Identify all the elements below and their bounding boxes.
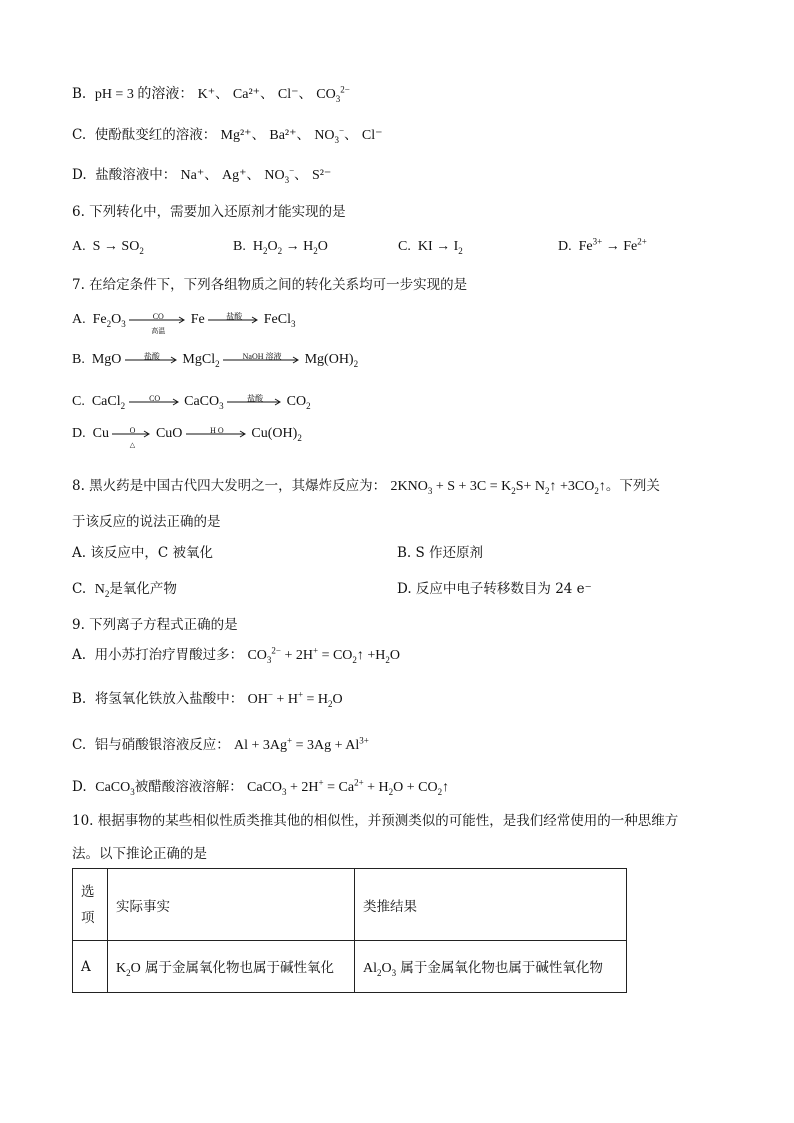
table-cell: $Al_2O_3$ 属于金属氧化物也属于碱性氧化物: [355, 941, 627, 993]
q9-stem: 9. 下列离子方程式正确的是: [72, 617, 238, 633]
q8-option-a: A. 该反应中，C 被氧化: [72, 545, 213, 561]
table-row: [73, 941, 627, 993]
ion: Mg²⁺: [220, 128, 252, 143]
q10-stem-line1: 10. 根据事物的某些相似性质类推其他的相似性，并预测类似的可能性，是我们经常使用的一种思维方: [72, 813, 679, 829]
separator: 、: [246, 167, 261, 183]
q10-stem-line2: 法。以下推论正确的是: [72, 846, 207, 862]
q6-option-d: D. $Fe^{3+} \to Fe^{2+}$: [558, 236, 647, 254]
option-text: 盐酸溶液中：: [95, 167, 177, 183]
ion: Ba²⁺: [269, 128, 297, 143]
q8-option-c: C. $N_2$是氧化产物: [72, 581, 177, 599]
reaction-arrow: 盐酸: [227, 393, 283, 411]
reaction-arrow: O △: [112, 425, 152, 443]
ion: Na⁺: [180, 168, 205, 183]
table-cell: A: [73, 941, 108, 993]
q6-stem: 6. 下列转化中，需要加入还原剂才能实现的是: [72, 204, 346, 220]
separator: 、: [344, 127, 358, 143]
ion: Ag⁺: [222, 168, 247, 183]
q8-stem-line1: 8. 黑火药是中国古代四大发明之一，其爆炸反应为： $2KNO_3 + S + 3C = K_2S+$ $N_2↑$ $+3CO_2↑$。下列关: [72, 478, 660, 496]
separator: 、: [294, 167, 308, 183]
nitrate-ion: $NO_3^-$: [314, 125, 345, 145]
separator: 、: [215, 86, 229, 102]
ion: Ca²⁺: [232, 87, 261, 102]
separator: 、: [298, 86, 312, 102]
q6-option-b: B. $H_2O_2 \to H_2O$: [233, 239, 328, 256]
q7-option-d: D. Cu O △ CuO H O $Cu(OH)_2$: [72, 426, 302, 449]
option-text: 使酚酞变红的溶液：: [94, 127, 217, 143]
reaction-arrow: 盐酸: [125, 351, 179, 369]
ion: Cl⁻: [361, 128, 383, 143]
carbonate-ion: $CO_3^{2-}$: [316, 84, 350, 104]
q5-option-b: [72, 85, 350, 104]
q5-option-d: [72, 166, 331, 185]
q8-stem-line2: 于该反应的说法正确的是: [72, 514, 221, 530]
separator: 、: [260, 86, 274, 102]
q7-option-c: C. CaCl$_2$ CO CaCO$_3$ 盐酸 $CO_2$: [72, 394, 311, 412]
q6-option-a: A. $S \to SO_2$: [72, 239, 144, 256]
separator: 、: [251, 127, 266, 143]
q8-option-d: D. 反应中电子转移数目为 24 e⁻: [397, 581, 592, 597]
ion: S²⁻: [311, 168, 332, 183]
reaction-equation: $2KNO_3 + S + 3C = K_2S+$ $N_2↑$ $+3CO_2↑$: [390, 479, 606, 496]
option-text: pH = 3 的溶液：: [94, 87, 194, 102]
q5-option-c: [72, 126, 383, 145]
option-label: C.: [72, 127, 87, 143]
q9-option-d: D. CaCO$_3$被醋酸溶液溶解： CaCO$_3$ + $2H^+ = Ca^{2+} + H_2O$ + $CO_2↑$: [72, 777, 450, 797]
reaction-arrow: CO: [129, 393, 181, 411]
separator: 、: [296, 127, 311, 143]
table-cell: $K_2O$ 属于金属氧化物也属于碱性氧化: [108, 941, 355, 993]
ion: K⁺: [197, 87, 216, 102]
q8-option-b: B. S 作还原剂: [397, 545, 484, 561]
q7-option-a: A. $Fe_2O_3$ CO 高温 Fe 盐酸 FeCl$_3$: [72, 312, 296, 335]
option-label: D.: [72, 167, 87, 183]
separator: 、: [204, 167, 218, 183]
reaction-arrow: H O: [186, 425, 248, 443]
q7-stem: 7. 在给定条件下，下列各组物质之间的转化关系均可一步实现的是: [72, 277, 468, 293]
q9-option-c: C. 铝与硝酸银溶液反应： $Al + 3Ag^+ = 3Ag + Al^{3+}$: [72, 735, 369, 753]
table-header: 选 项: [73, 869, 108, 941]
q6-option-c: C. KI → $I_2$: [398, 239, 463, 256]
ion: Cl⁻: [277, 87, 299, 102]
q9-option-b: B. 将氢氧化铁放入盐酸中： $OH^- + H^+ = H_2O$: [72, 689, 343, 709]
table-header: 实际事实: [108, 869, 355, 941]
table-header-row: [73, 869, 627, 941]
nitrate-ion: $NO_3^-$: [264, 165, 295, 185]
table-header: 类推结果: [355, 869, 627, 941]
q9-option-a: A. 用小苏打治疗胃酸过多： $CO_3^{2-} + 2H^+$ = $CO_2↑ +H_2O$: [72, 645, 401, 665]
reaction-arrow: CO 高温: [129, 311, 187, 329]
comparison-table: [72, 868, 627, 993]
reaction-arrow: NaOH 溶液: [223, 351, 301, 369]
reaction-arrow: 盐酸: [208, 311, 260, 329]
q7-option-b: B. MgO 盐酸 MgCl$_2$ NaOH 溶液 $Mg(OH)_2$: [72, 352, 359, 370]
option-label: B.: [72, 86, 87, 102]
